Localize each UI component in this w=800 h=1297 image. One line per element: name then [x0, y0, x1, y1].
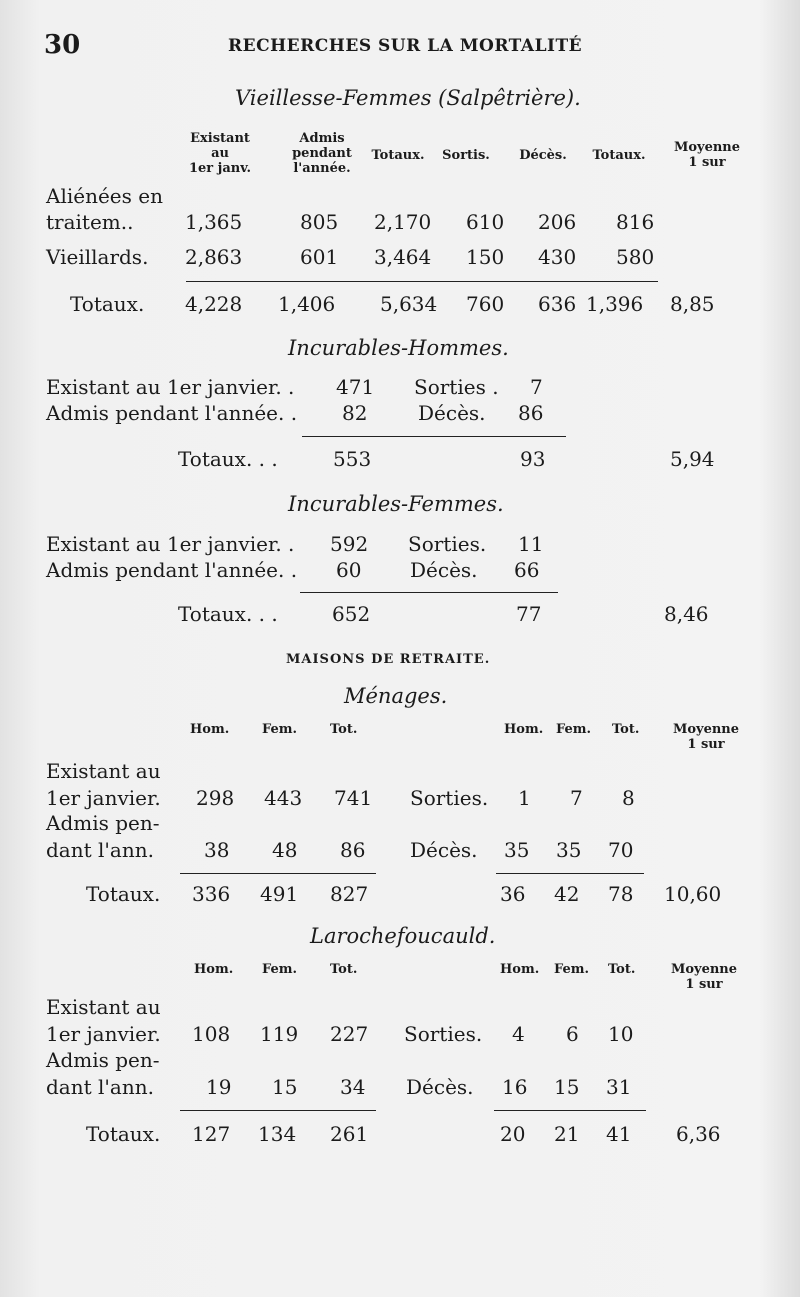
header-fem2: Fem. [556, 722, 592, 737]
cell-tot: 741 [334, 786, 373, 810]
row-label: dant l'ann. [46, 1075, 154, 1099]
cell-deces: 430 [538, 245, 577, 269]
header-moyenne [664, 962, 744, 992]
section-title-incurables-hommes: Incurables-Hommes. [288, 336, 509, 360]
sum-rule [302, 436, 566, 437]
line-label2: Décès. [418, 401, 486, 425]
row-label: 1er janvier. [46, 1022, 161, 1046]
total-label: Totaux. . . [178, 602, 278, 626]
cell-fem: 443 [264, 786, 303, 810]
total-totaux: 5,634 [380, 292, 438, 316]
total-fem2: 21 [554, 1122, 580, 1146]
line-value2: 11 [518, 532, 544, 556]
header-line: 1er janv. [188, 161, 252, 176]
line-label: Existant au 1er janvier. . [46, 375, 295, 399]
total-totaux2: 1,396 [586, 292, 644, 316]
total-existant: 4,228 [185, 292, 243, 316]
row-label: Admis pen- [46, 811, 160, 835]
cell-tot: 227 [330, 1022, 369, 1046]
sum-rule [180, 873, 376, 874]
line-value: 60 [336, 558, 362, 582]
total-fem2: 42 [554, 882, 580, 906]
total-admis: 1,406 [278, 292, 336, 316]
cell-existant: 1,365 [185, 210, 243, 234]
running-head: RECHERCHES SUR LA MORTALITÉ [228, 36, 583, 56]
line-label: Existant au 1er janvier. . [46, 532, 295, 556]
header-hom2: Hom. [504, 722, 544, 737]
header-hom: Hom. [194, 962, 234, 977]
total-tot: 827 [330, 882, 369, 906]
header-line: l'année. [293, 161, 351, 176]
row-label: dant l'ann. [46, 838, 154, 862]
line-label: Admis pendant l'année. . [46, 558, 298, 582]
total-fem: 491 [260, 882, 299, 906]
header-fem: Fem. [262, 962, 298, 977]
header-line: Admis [299, 131, 345, 146]
row-label2: Décès. [410, 838, 478, 862]
cell-fem2: 7 [570, 786, 583, 810]
header-line: 1 sur [687, 737, 725, 752]
header-tot2: Tot. [612, 722, 640, 737]
header-line: 1 sur [685, 977, 723, 992]
header-hom: Hom. [190, 722, 230, 737]
line-value2: 7 [530, 375, 543, 399]
total-sortis: 760 [466, 292, 505, 316]
cell-admis: 805 [300, 210, 339, 234]
cell-tot2: 8 [622, 786, 635, 810]
section-title-larochefoucauld: Larochefoucauld. [310, 924, 496, 948]
cell-totaux2: 580 [616, 245, 655, 269]
header-moyenne [672, 140, 742, 170]
row-label2: Décès. [406, 1075, 474, 1099]
header-line: Moyenne [673, 140, 741, 155]
header-tot2: Tot. [608, 962, 636, 977]
cell-tot2: 31 [606, 1075, 632, 1099]
total-tot2: 78 [608, 882, 634, 906]
cell-fem2: 35 [556, 838, 582, 862]
section-title-vieillesse: Vieillesse-Femmes (Salpêtrière). [235, 86, 581, 110]
total-deces: 636 [538, 292, 577, 316]
total-hom2: 20 [500, 1122, 526, 1146]
page-number: 30 [44, 30, 81, 60]
total-value2: 93 [520, 447, 546, 471]
total-label: Totaux. [70, 292, 145, 316]
section-heading-maisons: MAISONS DE RETRAITE. [286, 652, 491, 667]
cell-hom: 108 [192, 1022, 231, 1046]
cell-hom: 19 [206, 1075, 232, 1099]
header-fem: Fem. [262, 722, 298, 737]
header-line: 1 sur [688, 155, 726, 170]
total-tot2: 41 [606, 1122, 632, 1146]
total-fem: 134 [258, 1122, 297, 1146]
header-existant [180, 131, 260, 176]
cell-tot2: 10 [608, 1022, 634, 1046]
cell-fem2: 15 [554, 1075, 580, 1099]
row-label: Existant au [46, 995, 161, 1019]
row-label: Admis pen- [46, 1048, 160, 1072]
row-label: Aliénées en [46, 184, 163, 208]
cell-admis: 601 [300, 245, 339, 269]
header-tot: Tot. [330, 722, 358, 737]
header-line: Moyenne [670, 962, 738, 977]
cell-totaux: 3,464 [374, 245, 432, 269]
cell-totaux2: 816 [616, 210, 655, 234]
row-label: traitem.. [46, 210, 134, 234]
cell-tot2: 70 [608, 838, 634, 862]
row-label2: Sorties. [410, 786, 489, 810]
total-hom: 336 [192, 882, 231, 906]
sum-rule [180, 1110, 376, 1111]
total-value: 553 [333, 447, 372, 471]
line-value: 592 [330, 532, 369, 556]
sum-rule [494, 1110, 646, 1111]
line-label2: Sorties . [414, 375, 499, 399]
section-title-incurables-femmes: Incurables-Femmes. [288, 492, 504, 516]
total-moyenne: 8,46 [664, 602, 709, 626]
cell-tot: 86 [340, 838, 366, 862]
sum-rule [186, 281, 658, 282]
cell-hom2: 4 [512, 1022, 525, 1046]
header-line: Existant [190, 131, 250, 146]
header-totaux2: Totaux. [592, 148, 646, 163]
cell-totaux: 2,170 [374, 210, 432, 234]
total-hom: 127 [192, 1122, 231, 1146]
sum-rule [300, 592, 558, 593]
total-value2: 77 [516, 602, 542, 626]
line-value: 471 [336, 375, 375, 399]
header-fem2: Fem. [554, 962, 590, 977]
total-moyenne: 10,60 [664, 882, 722, 906]
header-line: Moyenne [672, 722, 740, 737]
total-moyenne: 5,94 [670, 447, 715, 471]
cell-fem2: 6 [566, 1022, 579, 1046]
header-deces: Décès. [519, 148, 567, 163]
row-label: 1er janvier. [46, 786, 161, 810]
header-admis [282, 131, 362, 176]
header-moyenne [666, 722, 746, 752]
cell-sortis: 150 [466, 245, 505, 269]
line-label: Admis pendant l'année. . [46, 401, 298, 425]
sum-rule [496, 873, 644, 874]
header-sortis: Sortis. [442, 148, 490, 163]
total-moyenne: 6,36 [676, 1122, 721, 1146]
row-label: Existant au [46, 759, 161, 783]
section-title-menages: Ménages. [344, 684, 448, 708]
cell-hom: 298 [196, 786, 235, 810]
total-label: Totaux. . . [178, 447, 278, 471]
total-tot: 261 [330, 1122, 369, 1146]
header-hom2: Hom. [500, 962, 540, 977]
header-line: pendant [292, 146, 352, 161]
cell-tot: 34 [340, 1075, 366, 1099]
total-moyenne: 8,85 [670, 292, 715, 316]
line-label2: Décès. [410, 558, 478, 582]
total-label: Totaux. [86, 1122, 161, 1146]
cell-fem: 119 [260, 1022, 299, 1046]
total-hom2: 36 [500, 882, 526, 906]
cell-hom2: 16 [502, 1075, 528, 1099]
header-totaux: Totaux. [371, 148, 425, 163]
line-value2: 86 [518, 401, 544, 425]
total-label: Totaux. [86, 882, 161, 906]
row-label2: Sorties. [404, 1022, 483, 1046]
line-label2: Sorties. [408, 532, 487, 556]
cell-existant: 2,863 [185, 245, 243, 269]
cell-hom2: 1 [518, 786, 531, 810]
row-label: Vieillards. [46, 245, 149, 269]
cell-hom2: 35 [504, 838, 530, 862]
cell-fem: 48 [272, 838, 298, 862]
header-line: au [211, 146, 229, 161]
header-tot: Tot. [330, 962, 358, 977]
line-value2: 66 [514, 558, 540, 582]
cell-deces: 206 [538, 210, 577, 234]
cell-sortis: 610 [466, 210, 505, 234]
cell-hom: 38 [204, 838, 230, 862]
total-value: 652 [332, 602, 371, 626]
cell-fem: 15 [272, 1075, 298, 1099]
line-value: 82 [342, 401, 368, 425]
